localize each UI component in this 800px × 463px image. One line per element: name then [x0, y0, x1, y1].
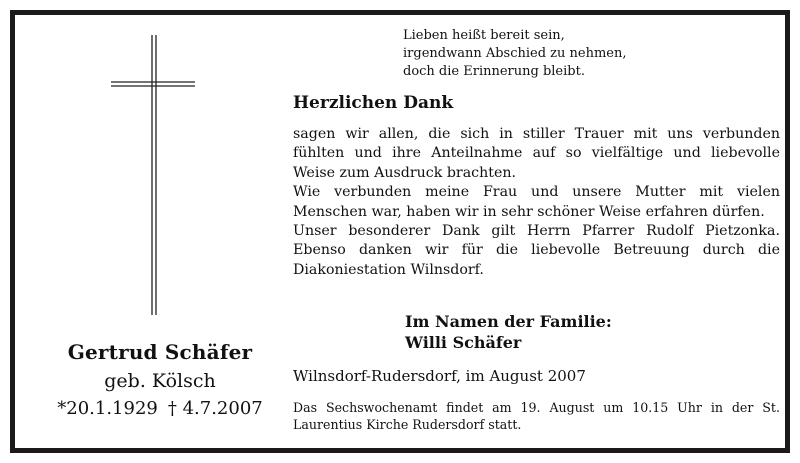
place-date: Wilnsdorf-Rudersdorf, im August 2007: [293, 367, 586, 385]
body-paragraph: Unser besonderer Dank gilt Herrn Pfarrer Rudolf Pietzonka. Ebenso danken wir für die liebevolle Betreuung durch die Diakoniestation Wilnsdorf.: [293, 223, 780, 278]
signature-line-name: Willi Schäfer: [405, 333, 522, 352]
death-date: † 4.7.2007: [167, 398, 263, 419]
body-paragraph: sagen wir allen, die sich in stiller Trauer mit uns verbunden fühlten und ihre Anteilnahme auf so vielfältige und liebevolle Weise zum Ausdruck brachten.: [293, 126, 780, 181]
obituary-card: [10, 10, 790, 453]
deceased-name: Gertrud Schäfer: [67, 340, 253, 364]
maiden-name: geb. Kölsch: [104, 370, 216, 392]
birth-date: *20.1.1929: [57, 398, 158, 419]
cross-icon: [15, 15, 305, 355]
life-dates: [15, 398, 305, 419]
body-paragraph: Wie verbunden meine Frau und unsere Mutter mit vielen Menschen war, haben wir in sehr schöner Weise erfahren dürfen.: [293, 184, 780, 220]
mass-notice: Das Sechswochenamt findet am 19. August um 10.15 Uhr in der St. Laurentius Kirche Rudersdorf statt.: [293, 400, 780, 432]
poem-line: doch die Erinnerung bleibt.: [403, 64, 585, 79]
text-column: [293, 15, 781, 448]
poem-line: Lieben heißt bereit sein,: [403, 28, 565, 43]
signature: [405, 311, 612, 353]
signature-line-family: Im Namen der Familie:: [405, 312, 612, 331]
thanks-body: [293, 125, 780, 280]
poem-line: irgendwann Abschied zu nehmen,: [403, 46, 627, 61]
memorial-column: [15, 15, 305, 448]
poem: [403, 27, 627, 81]
thanks-heading: Herzlichen Dank: [293, 93, 454, 113]
